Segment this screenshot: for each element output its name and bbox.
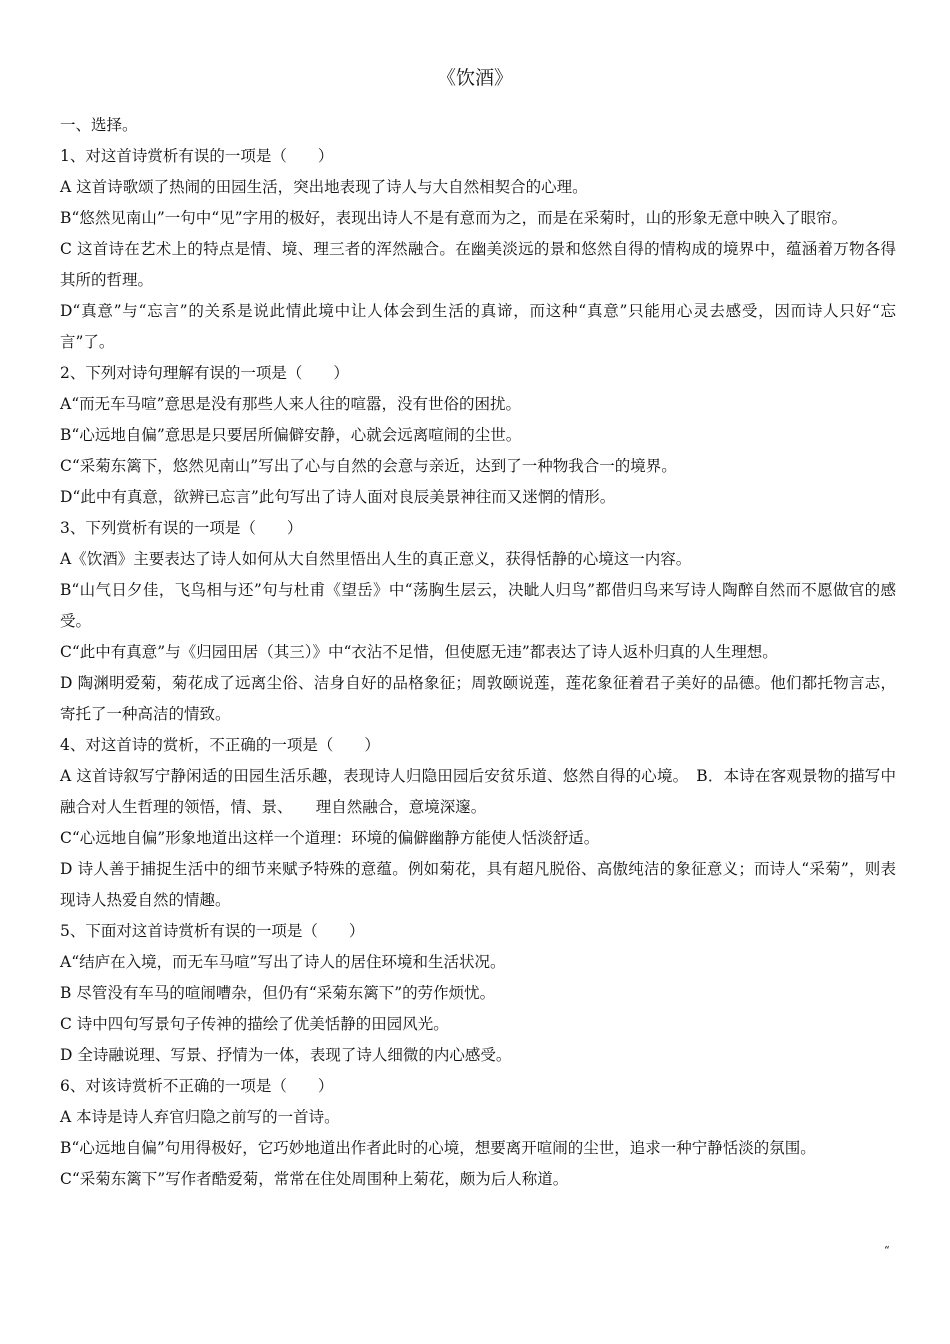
question-6-option-b: B“心远地自偏”句用得极好，它巧妙地道出作者此时的心境，想要离开喧闹的尘世，追求一种宁静恬淡的氛围。 xyxy=(60,1139,816,1157)
question-1-option-c: C 这首诗在艺术上的特点是情、境、理三者的浑然融合。在幽美淡远的景和悠然自得的情构成的境界中，蕴涵着万物各得其所的哲理。 xyxy=(60,240,896,289)
footer-mark: “ xyxy=(884,1244,890,1257)
question-5-option-c: C 诗中四句写景句子传神的描绘了优美恬静的田园风光。 xyxy=(60,1015,449,1033)
question-4-option-a-b: A 这首诗叙写宁静闲适的田园生活乐趣，表现诗人归隐田园后安贫乐道、悠然自得的心境。 B．本诗在客观景物的描写中融合对人生哲理的领悟，情、景、 理自然融合，意境深邃。 xyxy=(60,767,896,816)
question-5-option-b: B 尽管没有车马的喧闹嘈杂，但仍有“采菊东篱下”的劳作烦忧。 xyxy=(60,984,496,1002)
section-heading: 一、选择。 xyxy=(60,116,138,134)
question-6-option-c: C“采菊东篱下”写作者酷爱菊，常常在住处周围种上菊花，颇为后人称道。 xyxy=(60,1170,569,1188)
question-1-option-a: A 这首诗歌颂了热闹的田园生活，突出地表现了诗人与大自然相契合的心理。 xyxy=(60,178,588,196)
question-3-option-c: C“此中有真意”与《归园田居（其三）》中“衣沾不足惜，但使愿无违”都表达了诗人返朴归真的人生理想。 xyxy=(60,643,778,661)
question-2-option-c: C“采菊东篱下，悠然见南山”写出了心与自然的会意与亲近，达到了一种物我合一的境界。 xyxy=(60,457,677,475)
question-1-option-d: D“真意”与“忘言”的关系是说此情此境中让人体会到生活的真谛，而这种“真意”只能用心灵去感受，因而诗人只好“忘言”了。 xyxy=(60,302,896,351)
question-6: 6、对该诗赏析不正确的一项是（ ） xyxy=(60,1077,334,1095)
question-3-option-b: B“山气日夕佳，飞鸟相与还”句与杜甫《望岳》中“荡胸生层云，决眦人归鸟”都借归鸟来写诗人陶醉自然而不愿做官的感受。 xyxy=(60,581,896,630)
question-2-option-b: B“心远地自偏”意思是只要居所偏僻安静，心就会远离喧闹的尘世。 xyxy=(60,426,522,444)
question-5-option-d: D 全诗融说理、写景、抒情为一体，表现了诗人细微的内心感受。 xyxy=(60,1046,512,1064)
question-2-option-d: D“此中有真意，欲辨已忘言”此句写出了诗人面对良辰美景神往而又迷惘的情形。 xyxy=(60,488,616,506)
question-4: 4、对这首诗的赏析，不正确的一项是（ ） xyxy=(60,736,380,754)
question-2-option-a: A“而无车马喧”意思是没有那些人来人往的喧嚣，没有世俗的困扰。 xyxy=(60,395,522,413)
question-5: 5、下面对这首诗赏析有误的一项是（ ） xyxy=(60,922,365,940)
question-1-option-b: B“悠然见南山”一句中“见”字用的极好，表现出诗人不是有意而为之，而是在采菊时，山的形象无意中映入了眼帘。 xyxy=(60,209,848,227)
document-title: 《饮酒》 xyxy=(436,67,513,89)
question-6-option-a: A 本诗是诗人弃官归隐之前写的一首诗。 xyxy=(60,1108,340,1126)
question-3-option-d: D 陶渊明爱菊，菊花成了远离尘俗、洁身自好的品格象征；周敦颐说莲，莲花象征着君子美好的品德。他们都托物言志，寄托了一种高洁的情致。 xyxy=(60,674,896,723)
question-1: 1、对这首诗赏析有误的一项是（ ） xyxy=(60,147,334,165)
question-5-option-a: A“结庐在入境，而无车马喧”写出了诗人的居住环境和生活状况。 xyxy=(60,953,506,971)
document-body xyxy=(60,110,896,1195)
question-4-option-d: D 诗人善于捕捉生活中的细节来赋予特殊的意蕴。例如菊花，具有超凡脱俗、高傲纯洁的象征意义；而诗人“采菊”，则表现诗人热爱自然的情趣。 xyxy=(60,860,896,909)
question-3: 3、下列赏析有误的一项是（ ） xyxy=(60,519,303,537)
question-3-option-a: A《饮酒》主要表达了诗人如何从大自然里悟出人生的真正意义，获得恬静的心境这一内容。 xyxy=(60,550,692,568)
question-4-option-c: C“心远地自偏”形象地道出这样一个道理：环境的偏僻幽静方能使人恬淡舒适。 xyxy=(60,829,600,847)
question-2: 2、下列对诗句理解有误的一项是（ ） xyxy=(60,364,349,382)
